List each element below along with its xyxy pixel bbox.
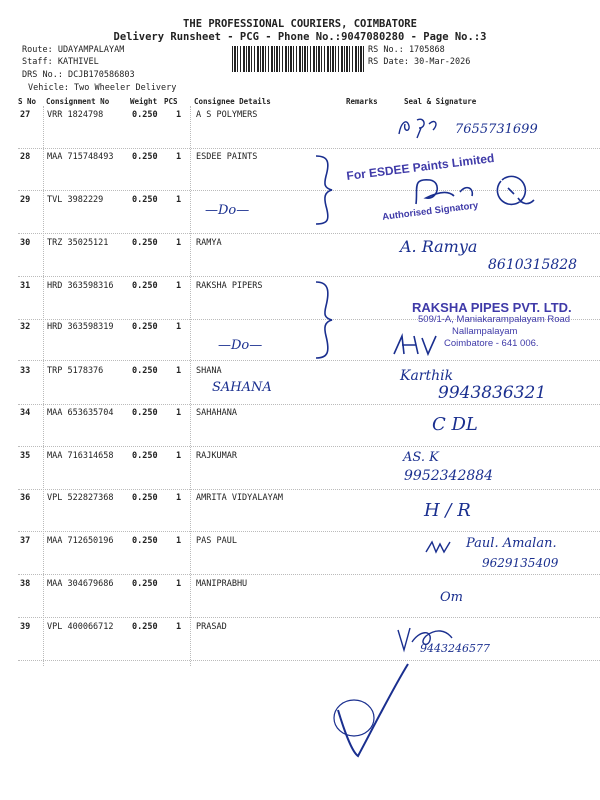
row-weight: 0.250: [132, 110, 158, 120]
remark-row38: Om: [440, 590, 463, 605]
phone-row39: 9443246577: [420, 642, 490, 655]
raksha-stamp-title: RAKSHA PIPES PVT. LTD.: [412, 300, 572, 315]
row-pcs: 1: [176, 493, 182, 503]
signature-esdee: [408, 170, 538, 210]
raksha-stamp-address2: Nallampalayam: [452, 326, 518, 337]
row-pcs: 1: [176, 152, 182, 162]
row-divider: [18, 233, 600, 234]
ditto-row29: —Do—: [205, 203, 250, 218]
row-consignee: MANIPRABHU: [196, 579, 248, 589]
phone-row30: 8610315828: [488, 257, 578, 273]
rs-date: RS Date: 30-Mar-2026: [368, 57, 471, 67]
row-consignee: ESDEE PAINTS: [196, 152, 258, 162]
barcode: [232, 46, 364, 72]
row-pcs: 1: [176, 322, 182, 332]
row-consignment: MAA 304679686: [47, 579, 114, 589]
row-consignee: RAMYA: [196, 238, 222, 248]
remark-row36: H / R: [424, 500, 471, 521]
brace-rows28-29: [312, 152, 336, 228]
row-weight: 0.250: [132, 152, 158, 162]
row-sno: 37: [20, 536, 31, 546]
row-consignee: A S POLYMERS: [196, 110, 258, 120]
row-sno: 36: [20, 493, 31, 503]
row-sno: 38: [20, 579, 31, 589]
row-consignee: PRASAD: [196, 622, 227, 632]
esdee-stamp-title: For ESDEE Paints Limited: [345, 150, 496, 184]
row-divider: [18, 360, 600, 361]
row-divider: [18, 489, 600, 490]
row-sno: 30: [20, 238, 31, 248]
signature-raksha: [392, 334, 442, 356]
row-consignee: RAJKUMAR: [196, 451, 237, 461]
row-consignment: VPL 400066712: [47, 622, 114, 632]
phone-row37: 9629135409: [482, 556, 559, 570]
name-row33: SAHANA: [212, 380, 272, 395]
row-consignment: MAA 712650196: [47, 536, 114, 546]
row-weight: 0.250: [132, 281, 158, 291]
runsheet-subtitle: Delivery Runsheet - PCG - Phone No.:9047080280 - Page No.:3: [113, 31, 487, 43]
row-pcs: 1: [176, 408, 182, 418]
row-weight: 0.250: [132, 579, 158, 589]
company-title: THE PROFESSIONAL COURIERS, COIMBATORE: [183, 18, 417, 30]
row-pcs: 1: [176, 536, 182, 546]
row-consignment: TVL 3982229: [47, 195, 104, 205]
row-weight: 0.250: [132, 238, 158, 248]
row-consignment: VPL 522827368: [47, 493, 114, 503]
row-sno: 28: [20, 152, 31, 162]
name-row35: AS. K: [403, 450, 439, 465]
staff-label: Staff: KATHIVEL: [22, 57, 99, 67]
row-pcs: 1: [176, 238, 182, 248]
row-pcs: 1: [176, 195, 182, 205]
row-consignee: PAS PAUL: [196, 536, 237, 546]
drs-label: DRS No.: DCJB170586803: [22, 70, 135, 80]
row-weight: 0.250: [132, 195, 158, 205]
row-pcs: 1: [176, 451, 182, 461]
ditto-row32: —Do—: [218, 338, 263, 353]
scribble-row37: [424, 540, 452, 556]
sig-row37: Paul. Amalan.: [466, 536, 557, 551]
row-sno: 34: [20, 408, 31, 418]
row-divider: [18, 148, 600, 149]
row-sno: 31: [20, 281, 31, 291]
col-consignee: Consignee Details: [194, 97, 271, 106]
row-weight: 0.250: [132, 408, 158, 418]
row-weight: 0.250: [132, 622, 158, 632]
row-sno: 27: [20, 110, 31, 120]
row-divider: [18, 531, 600, 532]
row-divider: [18, 574, 600, 575]
row-sno: 35: [20, 451, 31, 461]
row-consignment: TRZ 35025121: [47, 238, 109, 248]
row-weight: 0.250: [132, 366, 158, 376]
row-consignment: MAA 716314658: [47, 451, 114, 461]
col-weight: Weight: [130, 97, 158, 106]
esdee-stamp-sub: Authorised Signatory: [381, 200, 479, 223]
brace-rows31-32: [312, 278, 336, 362]
row-pcs: 1: [176, 366, 182, 376]
row-consignment: HRD 363598316: [47, 281, 114, 291]
row-consignment: MAA 653635704: [47, 408, 114, 418]
row-divider: [18, 276, 600, 277]
row-consignment: VRR 1824798: [47, 110, 104, 120]
row-consignee: AMRITA VIDYALAYAM: [196, 493, 283, 503]
name-row30: A. Ramya: [400, 237, 478, 256]
row-sno: 29: [20, 195, 31, 205]
col-remarks: Remarks: [346, 97, 378, 106]
row-consignment: TRP 5178376: [47, 366, 104, 376]
row-divider: [18, 404, 600, 405]
row-consignee: SAHAHANA: [196, 408, 237, 418]
row-pcs: 1: [176, 110, 182, 120]
row-divider: [18, 660, 600, 661]
raksha-stamp-address1: 509/1-A, Maniakarampalayam Road: [418, 314, 571, 325]
row-pcs: 1: [176, 579, 182, 589]
row-consignee: SHANA: [196, 366, 222, 376]
phone-row27: 7655731699: [455, 122, 538, 137]
row-consignment: MAA 715748493: [47, 152, 114, 162]
vehicle-label: Vehicle: Two Wheeler Delivery: [28, 83, 177, 93]
row-pcs: 1: [176, 622, 182, 632]
row-weight: 0.250: [132, 322, 158, 332]
route-label: Route: UDAYAMPALAYAM: [22, 45, 125, 55]
row-weight: 0.250: [132, 451, 158, 461]
row-weight: 0.250: [132, 536, 158, 546]
row-consignment: HRD 363598319: [47, 322, 114, 332]
row-consignee: RAKSHA PIPERS: [196, 281, 263, 291]
row-sno: 39: [20, 622, 31, 632]
row-weight: 0.250: [132, 493, 158, 503]
col-consignment: Consignment No: [46, 97, 110, 106]
signature-row27: [395, 114, 445, 140]
rs-number: RS No.: 1705868: [368, 45, 445, 55]
checkmark-signature: [322, 660, 412, 760]
col-sno: S No: [18, 97, 37, 106]
row-divider: [18, 446, 600, 447]
col-seal: Seal & Signature: [404, 97, 477, 106]
row-sno: 32: [20, 322, 31, 332]
phone-row35: 9952342884: [404, 468, 494, 484]
col-pcs: PCS: [164, 97, 178, 106]
phone-row33: 9943836321: [438, 383, 547, 403]
row-pcs: 1: [176, 281, 182, 291]
row-divider: [18, 617, 600, 618]
raksha-stamp-address3: Coimbatore - 641 006.: [444, 338, 539, 349]
row-sno: 33: [20, 366, 31, 376]
sig-row33: Karthik: [400, 368, 454, 384]
remark-row34: C DL: [432, 414, 478, 435]
